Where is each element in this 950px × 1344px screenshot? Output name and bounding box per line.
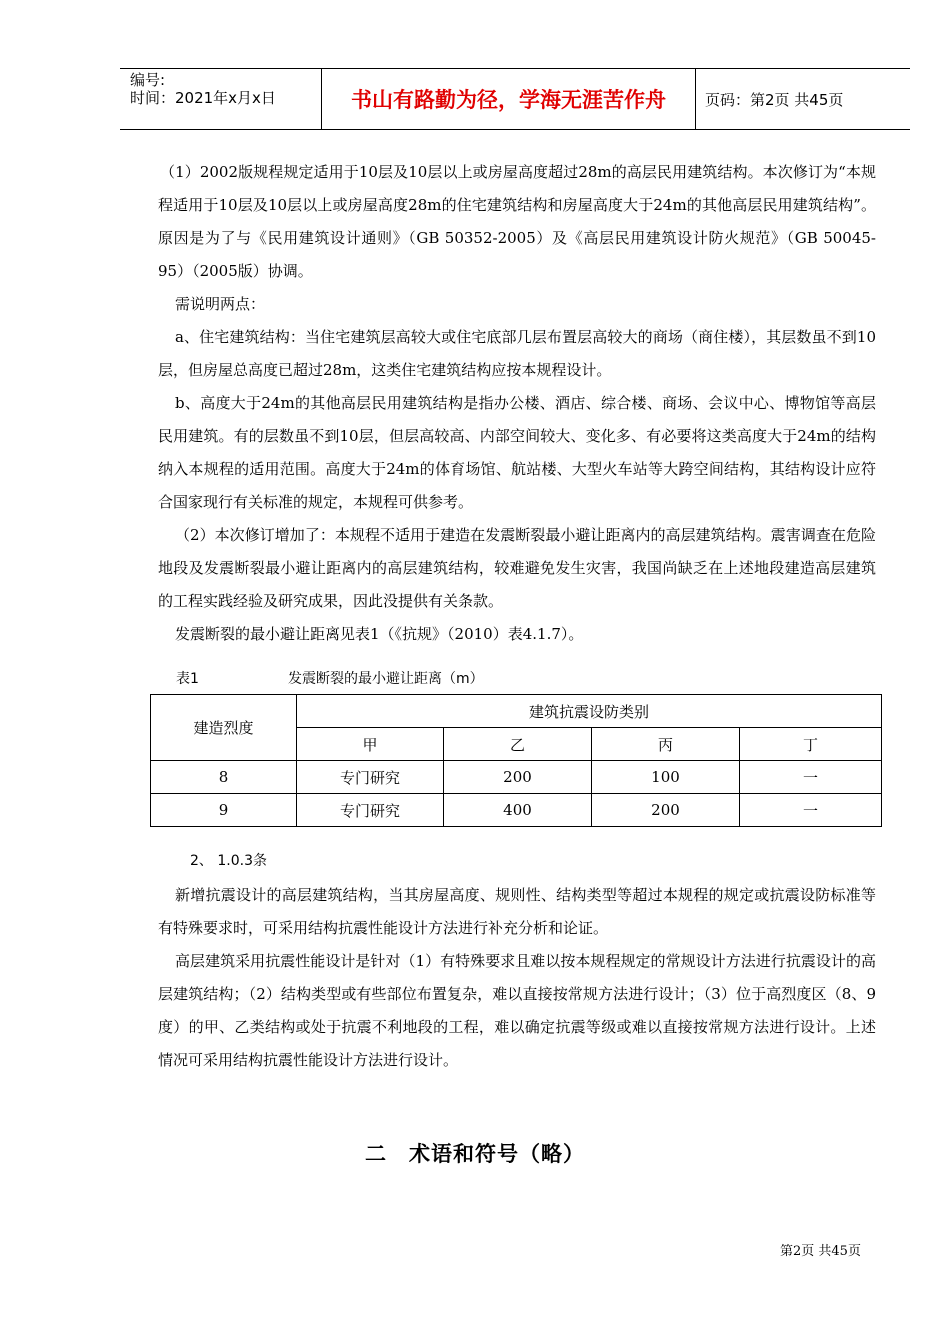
table-cell: 9: [151, 794, 297, 827]
header-cell: 乙: [444, 728, 592, 761]
table-row: [151, 761, 882, 794]
paragraph: 新增抗震设计的高层建筑结构，当其房屋高度、规则性、结构类型等超过本规程的规定或抗震设防标准等有特殊要求时，可采用结构抗震性能设计方法进行补充分析和论证。: [158, 886, 876, 937]
header-meta: [130, 71, 276, 107]
page-footer: 第2页 共45页: [780, 1244, 861, 1259]
table-cell: 专门研究: [297, 761, 444, 794]
table-cell: 200: [444, 761, 592, 794]
paragraph: 发震断裂的最小避让距离见表1（《抗规》（2010）表4.1.7）。: [175, 625, 584, 643]
page-header: [120, 68, 910, 130]
table-cell: 一: [740, 761, 882, 794]
table-cell: 专门研究: [297, 794, 444, 827]
paragraph: （1）2002版规程规定适用于10层及10层以上或房屋高度超过28m的高层民用建筑结构。本次修订为“本规程适用于10层及10层以上或房屋高度28m的住宅建筑结构和房屋高度大于24m的其他高层民用建筑结构”。原因是为了与《民用建筑设计通则》（GB 50352-2005）及《高层民用建筑设计防火规范》（GB 50045-95）（2005版）协调。: [158, 163, 876, 280]
table-cell: 400: [444, 794, 592, 827]
paragraph: （2）本次修订增加了：本规程不适用于建造在发震断裂最小避让距离内的高层建筑结构。震害调查在危险地段及发震断裂最小避让距离内的高层建筑结构，较难避免发生灾害，我国尚缺乏在上述地段建造高层建筑的工程实践经验及研究成果，因此没提供有关条款。: [158, 526, 876, 610]
table-cell: 一: [740, 794, 882, 827]
clause-heading: 2、 1.0.3条: [190, 853, 267, 869]
section-title: 二 术语和符号（略）: [365, 1142, 585, 1166]
table-label: 表1: [176, 671, 199, 687]
paragraph: 需说明两点：: [175, 295, 266, 313]
paragraph: b、高度大于24m的其他高层民用建筑结构是指办公楼、酒店、综合楼、商场、会议中心、博物馆等高层民用建筑。有的层数虽不到10层，但层高较高、内部空间较大、变化多、有必要将这类高度大于24m的结构纳入本规程的适用范围。高度大于24m的体育场馆、航站楼、大型火车站等大跨空间结构，其结构设计应符合国家现行有关标准的规定，本规程可供参考。: [158, 394, 876, 511]
header-page-info: 页码：第2页 共45页: [705, 91, 844, 109]
header-divider: [695, 69, 696, 129]
header-cell: 甲: [297, 728, 444, 761]
paragraph: 高层建筑采用抗震性能设计是针对（1）有特殊要求且难以按本规程规定的常规设计方法进行抗震设计的高层建筑结构；（2）结构类型或有些部位布置复杂，难以直接按常规方法进行设计；（3）位于高烈度区（8、9度）的甲、乙类结构或处于抗震不利地段的工程，难以确定抗震等级或难以直接按常规方法进行设计。上述情况可采用结构抗震性能设计方法进行设计。: [158, 952, 876, 1069]
serial-label: 编号:: [130, 71, 166, 89]
table-row: [151, 794, 882, 827]
header-cell: 丙: [592, 728, 740, 761]
avoidance-distance-table: [150, 694, 882, 827]
time-label: 时间：2021年x月x日: [130, 89, 276, 107]
header-cell: 丁: [740, 728, 882, 761]
table-title: 发震断裂的最小避让距离（m）: [288, 671, 484, 687]
paragraph: a、住宅建筑结构：当住宅建筑层高较大或住宅底部几层布置层高较大的商场（商住楼），其层数虽不到10层，但房屋总高度已超过28m，这类住宅建筑结构应按本规程设计。: [158, 328, 876, 379]
table-header-row: [151, 695, 882, 728]
header-cell: 建筑抗震设防类别: [297, 695, 882, 728]
table-cell: 200: [592, 794, 740, 827]
table-cell: 8: [151, 761, 297, 794]
table-cell: 100: [592, 761, 740, 794]
header-cell: 建造烈度: [151, 695, 297, 761]
header-motto: 书山有路勤为径，学海无涯苦作舟: [351, 88, 666, 112]
